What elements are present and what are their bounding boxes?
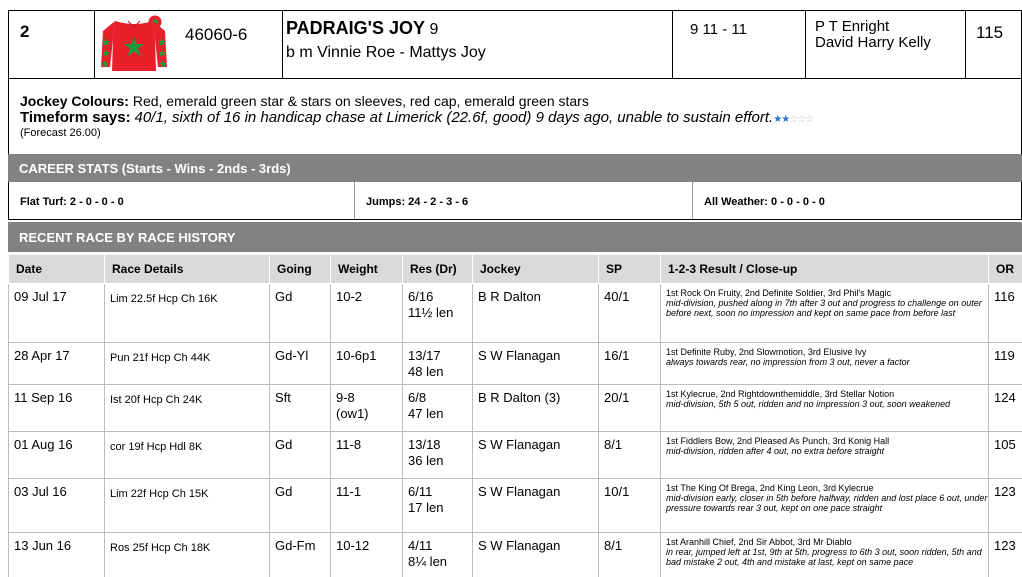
col-or[interactable]: OR — [989, 255, 1022, 284]
weight: 9 11 - 11 — [673, 11, 806, 78]
race-sp: 40/1 — [599, 284, 661, 343]
beaten-distance: 8¼ len — [408, 554, 448, 569]
race-weight: 11-1 — [331, 479, 403, 533]
table-header-row — [9, 255, 1022, 284]
race-jockey[interactable]: B R Dalton (3) — [473, 385, 599, 432]
race-closeup — [661, 284, 989, 343]
race-date: 01 Aug 16 — [9, 432, 105, 479]
jockey-colours — [20, 93, 1021, 109]
official-rating: 115 — [976, 23, 1004, 42]
col-date[interactable]: Date — [9, 255, 105, 284]
finish-position: 4/11 — [408, 538, 433, 553]
timeform-comment — [20, 109, 1021, 128]
race-date: 28 Apr 17 — [9, 343, 105, 385]
race-closeup — [661, 385, 989, 432]
table-row[interactable] — [9, 533, 1022, 577]
race-going: Gd-Fm — [270, 533, 331, 577]
star-empty-icon: ☆ — [797, 114, 806, 125]
beaten-distance: 47 len — [408, 406, 444, 421]
race-details[interactable]: Ros 25f Hcp Ch 18K — [105, 533, 270, 577]
race-jockey[interactable]: S W Flanagan — [473, 432, 599, 479]
col-sp[interactable]: SP — [599, 255, 661, 284]
col-going[interactable]: Going — [270, 255, 331, 284]
race-result — [403, 385, 473, 432]
placings: 1st Kylecrue, 2nd Rightdownthemiddle, 3rd Stellar Notion — [666, 389, 895, 399]
closeup-comment: mid-division, pushed along in 7th after 3 out and progress to challenge on outer before next, soon no impression and kept on same pace from before last — [666, 298, 982, 318]
timeform-text: 40/1, sixth of 16 in handicap chase at Limerick (22.6f, good) 9 days ago, unable to sustain effort. — [134, 109, 774, 126]
col-weight[interactable]: Weight — [331, 255, 403, 284]
race-sp: 10/1 — [599, 479, 661, 533]
placings: 1st Aranhill Chief, 2nd Sir Abbot, 3rd Mr Diablo — [666, 537, 852, 547]
race-going: Gd — [270, 479, 331, 533]
race-or: 124 — [989, 385, 1022, 432]
race-details[interactable]: Ist 20f Hcp Ch 24K — [105, 385, 270, 432]
race-weight: 10-6p1 — [331, 343, 403, 385]
finish-position: 6/11 — [408, 484, 433, 499]
race-jockey[interactable]: S W Flanagan — [473, 479, 599, 533]
race-details[interactable]: cor 19f Hcp Hdl 8K — [105, 432, 270, 479]
runner-number: 2 — [9, 11, 95, 78]
star-empty-icon: ☆ — [805, 114, 814, 125]
col-result[interactable]: Res (Dr) — [403, 255, 473, 284]
table-row[interactable] — [9, 284, 1022, 343]
closeup-comment: mid-division, ridden after 4 out, no extra before straight — [666, 446, 885, 456]
jockey-name[interactable]: David Harry Kelly — [815, 34, 931, 51]
race-closeup — [661, 533, 989, 577]
race-or: 123 — [989, 533, 1022, 577]
race-or: 119 — [989, 343, 1022, 385]
silks-icon — [95, 11, 175, 78]
beaten-distance: 36 len — [408, 453, 444, 468]
race-weight: 11-8 — [331, 432, 403, 479]
race-result — [403, 479, 473, 533]
horse-name[interactable]: PADRAIG'S JOY — [286, 18, 425, 38]
closeup-comment: mid-division early, closer in 5th before halfway, ridden and lost place 6 out, under pressure towards rear 3 out, kept on one pace straight — [666, 493, 988, 513]
race-history-table — [8, 254, 1022, 577]
star-empty-icon: ☆ — [789, 114, 798, 125]
finish-position: 13/18 — [408, 437, 441, 452]
breeding: b m Vinnie Roe - Mattys Joy — [286, 44, 486, 61]
horse-name-cell — [283, 11, 673, 78]
star-icon: ★ — [773, 114, 782, 125]
finish-position: 13/17 — [408, 348, 441, 363]
race-result — [403, 533, 473, 577]
col-jockey[interactable]: Jockey — [473, 255, 599, 284]
placings: 1st Definite Ruby, 2nd Slowmotion, 3rd Elusive Ivy — [666, 347, 867, 357]
trainer-jockey — [806, 11, 966, 78]
finish-position: 6/8 — [408, 390, 427, 405]
race-date: 13 Jun 16 — [9, 533, 105, 577]
star-icon: ★ — [781, 114, 790, 125]
race-date: 03 Jul 16 — [9, 479, 105, 533]
race-or: 123 — [989, 479, 1022, 533]
race-sp: 16/1 — [599, 343, 661, 385]
jumps-stats: Jumps: 24 - 2 - 3 - 6 — [355, 182, 693, 219]
table-row[interactable] — [9, 385, 1022, 432]
race-history-header: RECENT RACE BY RACE HISTORY — [8, 222, 1022, 252]
overweight: (ow1) — [336, 406, 369, 421]
placings: 1st Fiddlers Bow, 2nd Pleased As Punch, 3rd Konig Hall — [666, 436, 890, 446]
finish-position: 6/16 — [408, 289, 434, 304]
jockey-colours-text: Red, emerald green star & stars on sleeves, red cap, emerald green stars — [132, 93, 589, 109]
race-date: 11 Sep 16 — [9, 385, 105, 432]
race-details[interactable]: Lim 22.5f Hcp Ch 16K — [105, 284, 270, 343]
race-going: Gd — [270, 284, 331, 343]
beaten-distance: 48 len — [408, 364, 444, 379]
beaten-distance: 11½ len — [408, 305, 454, 320]
race-jockey[interactable]: S W Flanagan — [473, 533, 599, 577]
beaten-distance: 17 len — [408, 500, 444, 515]
table-row[interactable] — [9, 343, 1022, 385]
race-sp: 8/1 — [599, 533, 661, 577]
star-rating — [773, 114, 813, 125]
race-going: Gd — [270, 432, 331, 479]
race-sp: 20/1 — [599, 385, 661, 432]
race-jockey[interactable]: B R Dalton — [473, 284, 599, 343]
race-or: 105 — [989, 432, 1022, 479]
timeform-label: Timeform says: — [20, 109, 131, 126]
race-sp: 8/1 — [599, 432, 661, 479]
race-result — [403, 432, 473, 479]
runner-info — [8, 79, 1022, 154]
race-closeup — [661, 343, 989, 385]
race-going: Sft — [270, 385, 331, 432]
forecast-price: (Forecast 26.00) — [20, 127, 101, 139]
program-number: 46060-6 — [175, 11, 283, 78]
race-jockey[interactable]: S W Flanagan — [473, 343, 599, 385]
closeup-comment: always towards rear, no impression from 3 out, never a factor — [666, 357, 910, 367]
carried-weight: 9-8 — [336, 390, 355, 405]
flat-turf-stats: Flat Turf: 2 - 0 - 0 - 0 — [9, 182, 355, 219]
career-stats-header: CAREER STATS (Starts - Wins - 2nds - 3rds) — [8, 154, 1022, 182]
table-row[interactable] — [9, 479, 1022, 533]
race-weight: 10-2 — [331, 284, 403, 343]
jockey-colours-label: Jockey Colours: — [20, 93, 129, 109]
race-result — [403, 284, 473, 343]
trainer-name[interactable]: P T Enright — [815, 18, 890, 35]
col-race-details[interactable]: Race Details — [105, 255, 270, 284]
runner-header — [8, 10, 1022, 79]
race-closeup — [661, 479, 989, 533]
horse-age: 9 — [429, 21, 439, 38]
placings: 1st Rock On Fruity, 2nd Definite Soldier, 3rd Phil's Magic — [666, 288, 892, 298]
race-going: Gd-Yl — [270, 343, 331, 385]
career-stats — [8, 182, 1022, 220]
race-weight — [331, 385, 403, 432]
placings: 1st The King Of Brega, 2nd King Leon, 3rd Kylecrue — [666, 483, 874, 493]
closeup-comment: mid-division, 5th 5 out, ridden and no impression 3 out, soon weakened — [666, 399, 951, 409]
table-row[interactable] — [9, 432, 1022, 479]
race-details[interactable]: Lim 22f Hcp Ch 15K — [105, 479, 270, 533]
race-closeup — [661, 432, 989, 479]
race-details[interactable]: Pun 21f Hcp Ch 44K — [105, 343, 270, 385]
race-date: 09 Jul 17 — [9, 284, 105, 343]
col-closeup[interactable]: 1-2-3 Result / Close-up — [661, 255, 989, 284]
race-result — [403, 343, 473, 385]
race-or: 116 — [989, 284, 1022, 343]
race-weight: 10-12 — [331, 533, 403, 577]
closeup-comment: in rear, jumped left at 1st, 9th at 5th, progress to 6th 3 out, soon ridden, 5th and bad mistake 2 out, 4th and mistake at last, kept on same pace — [666, 547, 982, 567]
all-weather-stats: All Weather: 0 - 0 - 0 - 0 — [704, 196, 825, 208]
